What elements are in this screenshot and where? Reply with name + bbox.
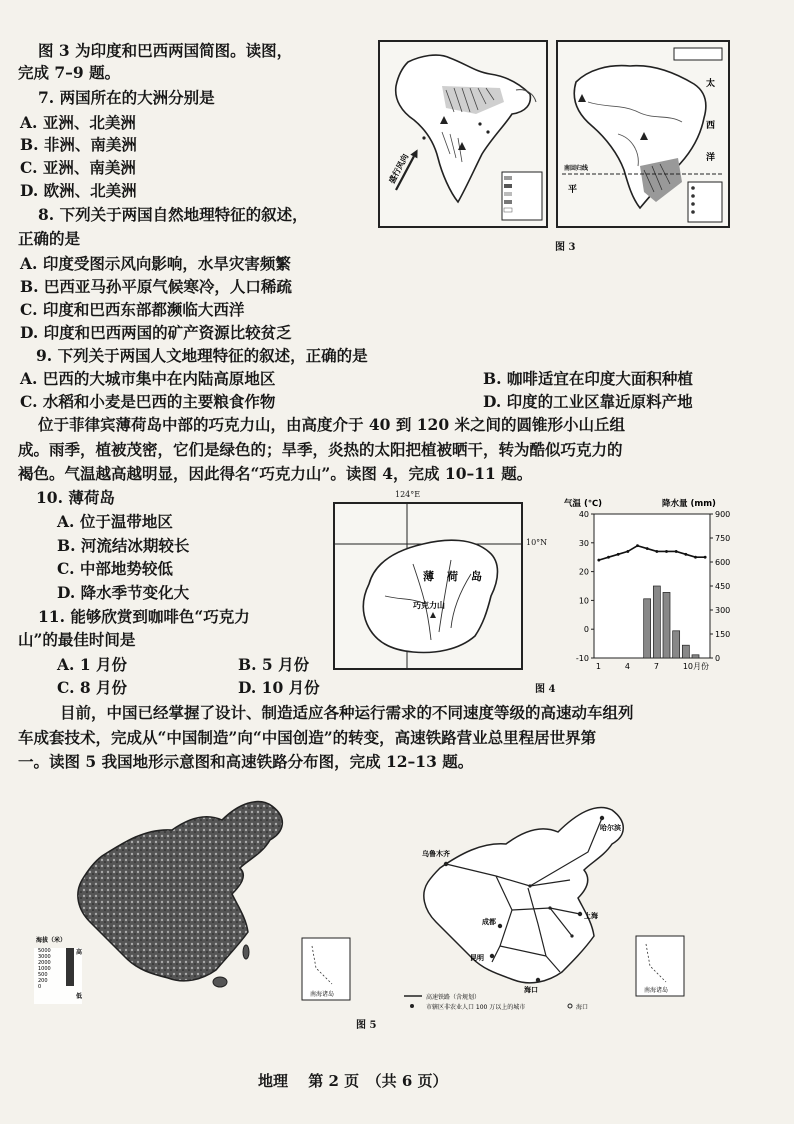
island-char-2: 荷 [447, 570, 458, 583]
topo-legend-3000: 3000 [38, 954, 51, 960]
temperature-point [704, 556, 707, 559]
island-char-1: 薄 [423, 570, 434, 583]
q9-option-c[interactable]: C. 水稻和小麦是巴西的主要粮食作物 [20, 392, 276, 411]
climate-chart [562, 496, 732, 676]
temperature-point [636, 544, 639, 547]
right-tick-label: 750 [715, 534, 731, 543]
topo-legend-500: 500 [38, 972, 48, 978]
city-urumqi: 乌鲁木齐 [422, 850, 450, 858]
x-tick-label: 4 [624, 662, 630, 671]
india-map-drawing [380, 42, 546, 226]
q8-option-c[interactable]: C. 印度和巴西东部都濒临大西洋 [20, 300, 245, 319]
q10-stem: 10. 薄荷岛 [36, 488, 115, 507]
left-tick-label: 10 [578, 596, 589, 606]
q8-option-d[interactable]: D. 印度和巴西两国的矿产资源比较贫乏 [20, 323, 292, 342]
precip-bar [653, 586, 660, 658]
precip-bar [644, 599, 651, 658]
bohol-map-drawing [335, 504, 521, 668]
india-map [378, 40, 548, 228]
right-tick-label: 900 [715, 510, 731, 519]
city-chengdu: 成都 [482, 918, 496, 926]
intro-fig4-line3: 褐色。气温越高越明显，因此得名“巧克力山”。读图 4，完成 10–11 题。 [18, 464, 533, 483]
brazil-map-drawing [558, 42, 728, 226]
chocolate-hill-label: 巧克力山 [413, 601, 445, 610]
q9-stem: 9. 下列关于两国人文地理特征的叙述，正确的是 [36, 346, 368, 365]
inset-label-rail: 南海诸岛 [644, 987, 669, 994]
topo-legend-title: 海拔（米） [36, 937, 67, 944]
q9-option-a[interactable]: A. 巴西的大城市集中在内陆高原地区 [20, 369, 276, 388]
q7-stem: 7. 两国所在的大洲分别是 [38, 88, 215, 107]
q9-option-b[interactable]: B. 咖啡适宜在印度大面积种植 [483, 369, 693, 388]
left-tick-label: 20 [578, 567, 589, 577]
right-tick-label: 600 [715, 558, 731, 567]
temperature-point [694, 556, 697, 559]
q7-option-d[interactable]: D. 欧洲、北美洲 [20, 181, 137, 200]
precip-bar [673, 631, 680, 658]
temperature-point [665, 550, 668, 553]
temperature-point [684, 553, 687, 556]
topo-legend-1000: 1000 [38, 966, 51, 972]
fig4-lon-label: 124°E [395, 490, 421, 499]
rail-legend-city: 市辖区非农业人口 100 万以上的城市 [426, 1004, 526, 1010]
rail-legend-haikou: 海口 [576, 1004, 589, 1010]
right-tick-label: 150 [715, 630, 731, 639]
rail-legend-line: 高速铁路（含规划） [426, 994, 481, 1001]
topo-legend-2000: 2000 [38, 960, 51, 966]
q8-option-a[interactable]: A. 印度受图示风向影响，水旱灾害频繁 [20, 254, 291, 273]
left-tick-label: 0 [583, 625, 589, 635]
city-shanghai: 上海 [584, 912, 598, 920]
q10-option-d[interactable]: D. 降水季节变化大 [57, 583, 190, 602]
q10-option-a[interactable]: A. 位于温带地区 [57, 512, 173, 531]
brazil-map [556, 40, 730, 228]
tropic-label: 南回归线 [564, 165, 589, 172]
right-tick-label: 0 [715, 654, 721, 663]
left-tick-label: 40 [578, 510, 589, 519]
q10-option-c[interactable]: C. 中部地势较低 [57, 559, 173, 578]
topo-legend-5000: 5000 [38, 948, 51, 954]
china-topo-map [34, 798, 364, 1008]
temperature-point [597, 559, 600, 562]
x-tick-label: 1 [595, 662, 601, 671]
left-tick-label: -10 [575, 654, 589, 663]
inset-label-topo: 南海诸岛 [310, 991, 335, 998]
q11-stem-line1: 11. 能够欣赏到咖啡色“巧克力 [38, 607, 250, 626]
q10-option-b[interactable]: B. 河流结冰期较长 [57, 536, 190, 555]
temperature-point [617, 553, 620, 556]
fig5-caption: 图 5 [356, 1020, 377, 1031]
brazil-label-yang: 洋 [706, 153, 716, 163]
intro-fig3-line1: 图 3 为印度和巴西两国简图。读图， [38, 41, 293, 60]
fig3-caption: 图 3 [555, 242, 576, 253]
topo-legend-low: 低 [76, 993, 83, 1000]
q8-stem-line2: 正确的是 [18, 229, 81, 248]
q11-option-d[interactable]: D. 10 月份 [238, 678, 320, 697]
temperature-point [646, 547, 649, 550]
intro-fig5-line2: 车成套技术，完成从“中国制造”向“中国创造”的转变，高速铁路营业总里程居世界第 [18, 728, 597, 747]
island-char-3: 岛 [471, 570, 482, 583]
page-footer: 地理 第 2 页 （共 6 页） [258, 1072, 448, 1090]
q7-option-b[interactable]: B. 非洲、南美洲 [20, 135, 137, 154]
fig4-lat-label: 10°N [526, 538, 548, 547]
intro-fig4-line2: 成。雨季，植被茂密，它们是绿色的；旱季，炎热的太阳把植被晒干，转为酷似巧克力的 [18, 440, 623, 459]
brazil-label-tai: 太 [706, 79, 716, 89]
right-axis-title: 降水量 (mm) [662, 499, 716, 509]
q11-option-a[interactable]: A. 1 月份 [57, 655, 127, 674]
left-axis-title: 气温 (℃) [564, 499, 603, 509]
x-tick-label: 10月份 [682, 662, 710, 671]
intro-fig5-line1: 目前，中国已经掌握了设计、制造适应各种运行需求的不同速度等级的高速动车组列 [60, 703, 634, 722]
right-tick-label: 300 [715, 606, 731, 615]
city-harbin: 哈尔滨 [600, 824, 621, 832]
city-kunming: 昆明 [470, 954, 484, 962]
q8-option-b[interactable]: B. 巴西亚马孙平原气候寒冷，人口稀疏 [20, 277, 292, 296]
brazil-label-xi: 西 [706, 121, 716, 131]
temperature-point [626, 550, 629, 553]
temperature-point [675, 550, 678, 553]
temperature-point [607, 556, 610, 559]
intro-fig4-line1: 位于菲律宾薄荷岛中部的巧克力山，由高度介于 40 到 120 米之间的圆锥形小山丘组 [38, 415, 626, 434]
topo-legend-200: 200 [38, 978, 48, 984]
q9-option-d[interactable]: D. 印度的工业区靠近原料产地 [483, 392, 693, 411]
precip-bar [663, 592, 670, 658]
topo-legend-bar [66, 948, 74, 986]
fig4-caption: 图 4 [535, 684, 556, 695]
intro-fig3-line2: 完成 7–9 题。 [18, 63, 121, 82]
left-tick-label: 30 [578, 538, 589, 548]
x-tick-label: 7 [653, 662, 659, 671]
q8-stem-line1: 8. 下列关于两国自然地理特征的叙述， [38, 205, 308, 224]
bohol-map [333, 502, 523, 670]
q11-stem-line2: 山”的最佳时间是 [18, 630, 136, 649]
brazil-label-ping: 平 [568, 185, 578, 195]
plot-area [594, 514, 710, 658]
prevailing-wind-label: 盛行风向 [387, 152, 411, 186]
precip-bar [682, 645, 689, 658]
q11-option-b[interactable]: B. 5 月份 [238, 655, 310, 674]
precip-bar [692, 655, 699, 658]
intro-fig5-line3: 一。读图 5 我国地形示意图和高速铁路分布图，完成 12–13 题。 [18, 752, 474, 771]
topo-legend-high: 高 [76, 949, 83, 956]
right-tick-label: 450 [715, 582, 731, 591]
q7-option-c[interactable]: C. 亚洲、南美洲 [20, 158, 136, 177]
topo-legend-0: 0 [38, 984, 42, 990]
q7-option-a[interactable]: A. 亚洲、北美洲 [20, 113, 136, 132]
temperature-point [655, 550, 658, 553]
q11-option-c[interactable]: C. 8 月份 [57, 678, 128, 697]
china-railway-map [400, 796, 710, 1010]
city-haikou: 海口 [524, 986, 538, 994]
